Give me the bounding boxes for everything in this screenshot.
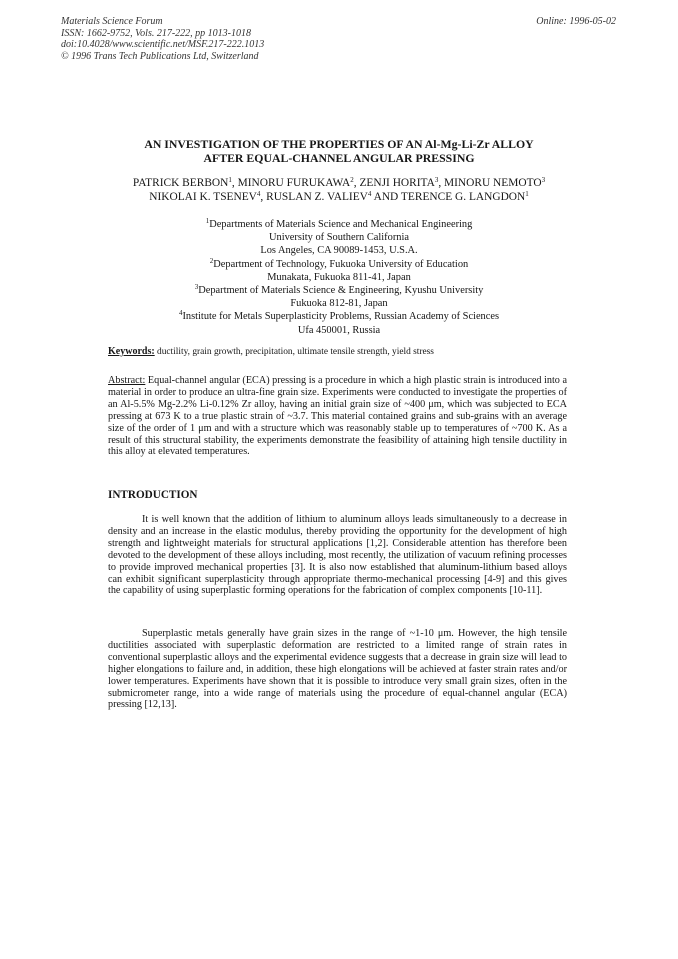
affiliation-mark: 1 — [205, 217, 210, 225]
affiliation-line — [100, 310, 578, 323]
author-list — [60, 176, 618, 204]
intro-paragraph-1: It is well known that the addition of lithium to aluminum alloys leads simultaneously to a decrease in density and an increase in the elastic modulus, thereby providing the opportunity for the development of high strength and lightweight materials for structural applications [1,2]. Considerable attention has therefore been devoted to the development of these alloys including, most recently, the utilization of vacuum refining processes to provide improved mechanical properties [3]. It is also now established that aluminum-lithium based alloys can exhibit significant superplasticity through appropriate thermo-mechanical processing [4-9] and this gives the capability of using superplastic forming operations for the fabrication of complex components [10-11]. — [108, 514, 567, 597]
author-affiliation-mark: 4 — [367, 190, 372, 198]
affiliation-line — [100, 218, 578, 231]
affiliation-text: Institute for Metals Superplasticity Problems, Russian Academy of Sciences — [182, 311, 500, 323]
affiliation-text: Department of Technology, Fukuoka University of Education — [213, 258, 469, 270]
abstract-text: Equal-channel angular (ECA) pressing is a procedure in which a high plastic strain is introduced into a material in order to produce an ultra-fine grain size. Experiments were conducted to investigate the properties of an Al-5.5% Mg-2.2% Li-0.12% Zr alloy, having an initial grain size of ~400 μm, which was subjected to ECA pressing at 673 K to a true plastic strain of ~3.7. This material contained grains and sub-grains with an average size of the order of 1 μm and with a structure which was reasonably stable up to temperatures of ~700 K. As a result of this structural stability, the experiments demonstrate the feasibility of attaining high tensile ductility in this alloy at elevated temperatures. — [108, 375, 567, 458]
author-name: , ZENJI HORITA — [353, 177, 435, 189]
affiliation-line — [100, 258, 578, 271]
affiliation-line: Fukuoka 812-81, Japan — [290, 298, 388, 310]
affiliation-mark: 3 — [194, 283, 199, 292]
affiliation-1 — [100, 218, 578, 258]
author-affiliation-mark: 1 — [525, 190, 529, 198]
affiliation-line: Ufa 450001, Russia — [297, 324, 381, 336]
abstract — [108, 375, 567, 458]
author-affiliation-mark: 4 — [256, 190, 261, 198]
online-date: Online: 1996-05-02 — [536, 16, 616, 27]
paper-title — [80, 138, 598, 165]
affiliation-line: Munakata, Fukuoka 811-41, Japan — [267, 271, 411, 283]
author-affiliation-mark: 3 — [434, 176, 439, 184]
author-line-2 — [60, 190, 618, 204]
intro-paragraph-2: Superplastic metals generally have grain sizes in the range of ~1-10 μm. However, the high tensile ductilities associated with superplastic deformation are restricted to a limited range of strain rates in conventional superplastic alloys and the experimental evidence suggests that a decrease in grain size will lead to higher elongations to failure and, in addition, these high elongations will be achieved at faster strain rates and/or lower temperatures. Experiments have shown that it is possible to introduce very small grain sizes, often in the submicrometer range, into a wide range of materials using the procedure of equal-channel angular (ECA) pressing [12,13]. — [108, 628, 567, 711]
affiliation-2 — [100, 258, 578, 284]
section-heading-introduction: INTRODUCTION — [108, 489, 198, 501]
affiliation-3 — [100, 284, 578, 310]
author-name: , MINORU FURUKAWA — [231, 177, 351, 189]
affiliation-line: University of Southern California — [269, 232, 409, 244]
affiliation-mark: 2 — [209, 256, 214, 265]
author-name: , RUSLAN Z. VALIEV — [260, 191, 368, 203]
affiliation-text: Department of Materials Science & Engineering, Kyushu University — [198, 285, 484, 297]
affiliation-line — [100, 284, 578, 297]
affiliation-mark: 4 — [178, 309, 183, 318]
journal-header — [61, 16, 264, 62]
keywords-text: ductility, grain growth, precipitation, ultimate tensile strength, yield stress — [154, 347, 434, 357]
affiliation-text: Departments of Materials Science and Mechanical Engineering — [209, 219, 473, 230]
affiliation-4 — [100, 310, 578, 336]
copyright-line: © 1996 Trans Tech Publications Ltd, Switzerland — [61, 50, 259, 62]
author-name: AND TERENCE G. LANGDON — [371, 191, 526, 203]
abstract-label: Abstract: — [108, 375, 146, 386]
author-name: , MINORU NEMOTO — [438, 177, 542, 189]
affiliation-line: Los Angeles, CA 90089-1453, U.S.A. — [260, 245, 418, 257]
author-line-1 — [60, 176, 618, 190]
keywords — [108, 346, 578, 357]
author-name: PATRICK BERBON — [132, 177, 229, 189]
issn-line: ISSN: 1662-9752, Vols. 217-222, pp 1013-1018 — [61, 27, 251, 39]
author-affiliation-mark: 3 — [541, 176, 546, 184]
title-line-2: AFTER EQUAL-CHANNEL ANGULAR PRESSING — [203, 150, 475, 165]
keywords-label: Keywords: — [108, 346, 155, 357]
doi-link[interactable]: doi:10.4028/www.scientific.net/MSF.217-222.1013 — [61, 39, 265, 51]
author-affiliation-mark: 1 — [228, 176, 232, 184]
affiliation-list — [100, 218, 578, 337]
author-affiliation-mark: 2 — [350, 176, 354, 184]
author-name: NIKOLAI K. TSENEV — [149, 191, 257, 203]
title-line-1: AN INVESTIGATION OF THE PROPERTIES OF AN Al-Mg-Li-Zr ALLOY — [144, 137, 534, 151]
journal-name: Materials Science Forum — [61, 16, 163, 27]
